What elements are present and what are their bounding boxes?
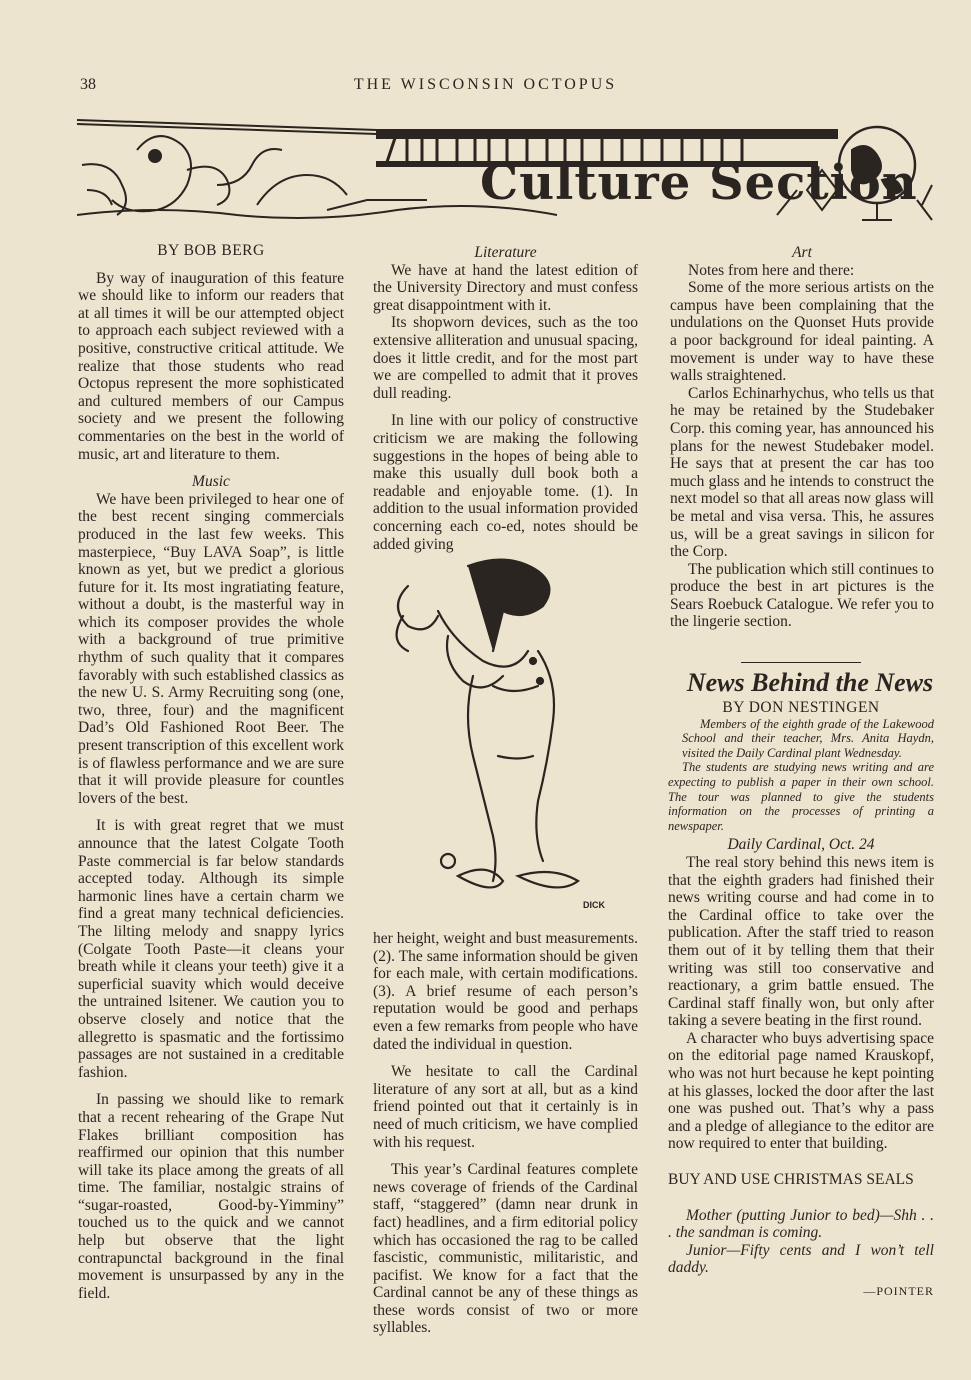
quote-paragraph: Members of the eighth grade of the Lakewood School and their teacher, Mrs. Anita Haydn, visited the Daily Cardinal plant Wednesday. — [682, 716, 934, 760]
literature-paragraph: This year’s Cardinal features complete news coverage of friends of the Cardinal staff, “staggered” (damn near drunk in fact) headlines, and a firm editorial policy which has occasioned the rag to be called fascistic, communistic, militaristic, and pacifist. We know for a fact that the Cardinal cannot be any of these things as these words consist of two or more syllables. — [373, 1161, 638, 1337]
joke-line: Junior—Fifty cents and I won’t tell daddy. — [668, 1241, 934, 1277]
literature-paragraph: Its shopworn devices, such as the too extensive alliteration and unusual spacing, does it little credit, and for the most part we are compelled to admit that it proves dull reading. — [373, 314, 638, 402]
art-paragraph: Some of the more serious artists on the campus have been complaining that the undulations on the Quonset Huts provide a poor background for ideal painting. A movement is under way to have these walls straightened. — [670, 279, 934, 385]
section-title: Culture Section — [480, 155, 918, 211]
art-paragraph: The publication which still continues to produce the best in art pictures is the Sears Roebuck Catalogue. We refer you to the lingerie section. — [670, 560, 934, 631]
literature-paragraph: We have at hand the latest edition of the University Directory and must confess great disappointment with it. — [373, 261, 638, 314]
art-heading: Art — [792, 244, 812, 261]
news-heading: News Behind the News — [686, 668, 934, 697]
illustrator-signature: DICK — [583, 900, 605, 910]
column-literature-continued — [373, 930, 638, 1337]
music-paragraph: It is with great regret that we must announce that the latest Colgate Tooth Paste commercial is far below standards accepted today. Although its simple harmonic lines have a certain charm we find a great many technical deficiencies. The lilting melody and snappy lyrics (Colgate Tooth Paste—it cleans your breath while it cleans your teeth) give it a superficial suavity which would deceive the untrained lsitener. We caution you to observe closely and notice that the allegretto is spasmatic and the fortissimo passages are not sustained in a creditable fashion. — [78, 817, 344, 1081]
music-heading: Music — [192, 473, 230, 491]
literature-paragraph: We hesitate to call the Cardinal literature of any sort at all, but as a kind friend pointed out that it certainly is in need of much criticism, we have complied with his request. — [373, 1063, 638, 1151]
news-byline: BY DON NESTINGEN — [722, 699, 880, 716]
column-music — [78, 242, 344, 1302]
art-paragraph: Carlos Echinarhychus, who tells us that he may be retained by the Studebaker Corp. this coming year, has announced his plans for the newest Studebaker model. He says that at present the car has too much glass and he intends to construct the next model so that all areas now glass will be metal and visa versa. This, he assures us, will be a great savings in silicon for the Corp. — [670, 384, 934, 561]
student-cartoon-illustration — [378, 556, 640, 918]
column-news — [668, 660, 934, 1301]
joke-credit: —POINTER — [863, 1284, 934, 1298]
dateline: Daily Cardinal, Oct. 24 — [727, 836, 875, 854]
music-paragraph: We have been privileged to hear one of the best recent singing commercials produced in the last few weeks. This masterpiece, “Buy LAVA Soap”, is little known as yet, but we predict a glorious future for it. Its most ingratiating feature, without a doubt, is the masterful way in which its composer provides the whole with a background of true primitive rhythm of such quality that it compares favorably with such established classics as the new U. S. Army Recruiting song (one, two, three, four) and the magnificent Dad’s Old Fashioned Root Beer. The present transcription of this excellent work is of flawless performance and we are sure that it will provide pleasure for countles lovers of the best. — [78, 490, 344, 807]
christmas-seals-notice: BUY AND USE CHRISTMAS SEALS — [668, 1171, 914, 1189]
news-paragraph: A character who buys advertising space on the editorial page named Krauskopf, who was not hurt because he kept pointing at his glasses, locked the door after the last one was pushed out. That’s why a pass and a pledge of allegiance to the editor are now required to enter that building. — [668, 1029, 934, 1153]
music-paragraph: In passing we should like to remark that a recent rehearing of the Grape Nut Flakes brilliant composition has reaffirmed our opinion that this number will take its place among the greats of all time. The familiar, nostalgic strains of “sugar-roasted, Good-by-Yimminy” touched us to the quick and we cannot help but observe that the light contrapunctal background in the final movement is unsurpassed by any in the field. — [78, 1091, 344, 1302]
quoted-news-item — [668, 717, 934, 834]
art-paragraph: Notes from here and there: — [688, 261, 855, 279]
news-paragraph: The real story behind this news item is that the eighth graders had finished their news writing course and had come in to the Cardinal office to take over the publication. After the staff tried to reason them out of it by telling them that their writing was still too conservative and reactionary, a grim battle ensued. The Cardinal staff finally won, but only after taking a severe beating in the first round. — [668, 853, 934, 1030]
literature-paragraph: In line with our policy of constructive criticism we are making the following suggestions in the hopes of being able to make this usually dull book both a readable and enjoyable tome. (1). In addition to the usual information provided concerning each co-ed, notes should be added giving — [373, 412, 638, 553]
literature-paragraph: her height, weight and bust measurements. (2). The same information should be given for each male, with certain modifications. (3). A brief resume of each person’s reputation would be good and perhaps even a few remarks from people who have dated the individual in question. — [373, 930, 638, 1053]
column-literature — [373, 244, 638, 553]
quote-paragraph: The students are studying news writing and are expecting to publish a paper in their own school. The tour was planned to give the students information on the processes of printing a newspaper. — [668, 760, 934, 833]
running-head: THE WISCONSIN OCTOPUS — [353, 76, 618, 93]
intro-paragraph: By way of inauguration of this feature we should like to inform our readers that at all times it will be our attempted object to approach each subject reviewed with a positive, constructive critical attitude. We realize that those students who read Octopus represent the more sophisticated and cultured members of our Campus society and we present the following commentaries on the best in the world of music, art and literature to them. — [78, 269, 344, 463]
joke-line: Mother (putting Junior to bed)—Shh . . . the sandman is coming. — [668, 1206, 934, 1242]
literature-heading: Literature — [474, 244, 537, 261]
column-art — [670, 244, 934, 631]
page-number: 38 — [80, 76, 96, 93]
byline: BY BOB BERG — [157, 242, 265, 259]
divider-rule — [741, 662, 861, 663]
